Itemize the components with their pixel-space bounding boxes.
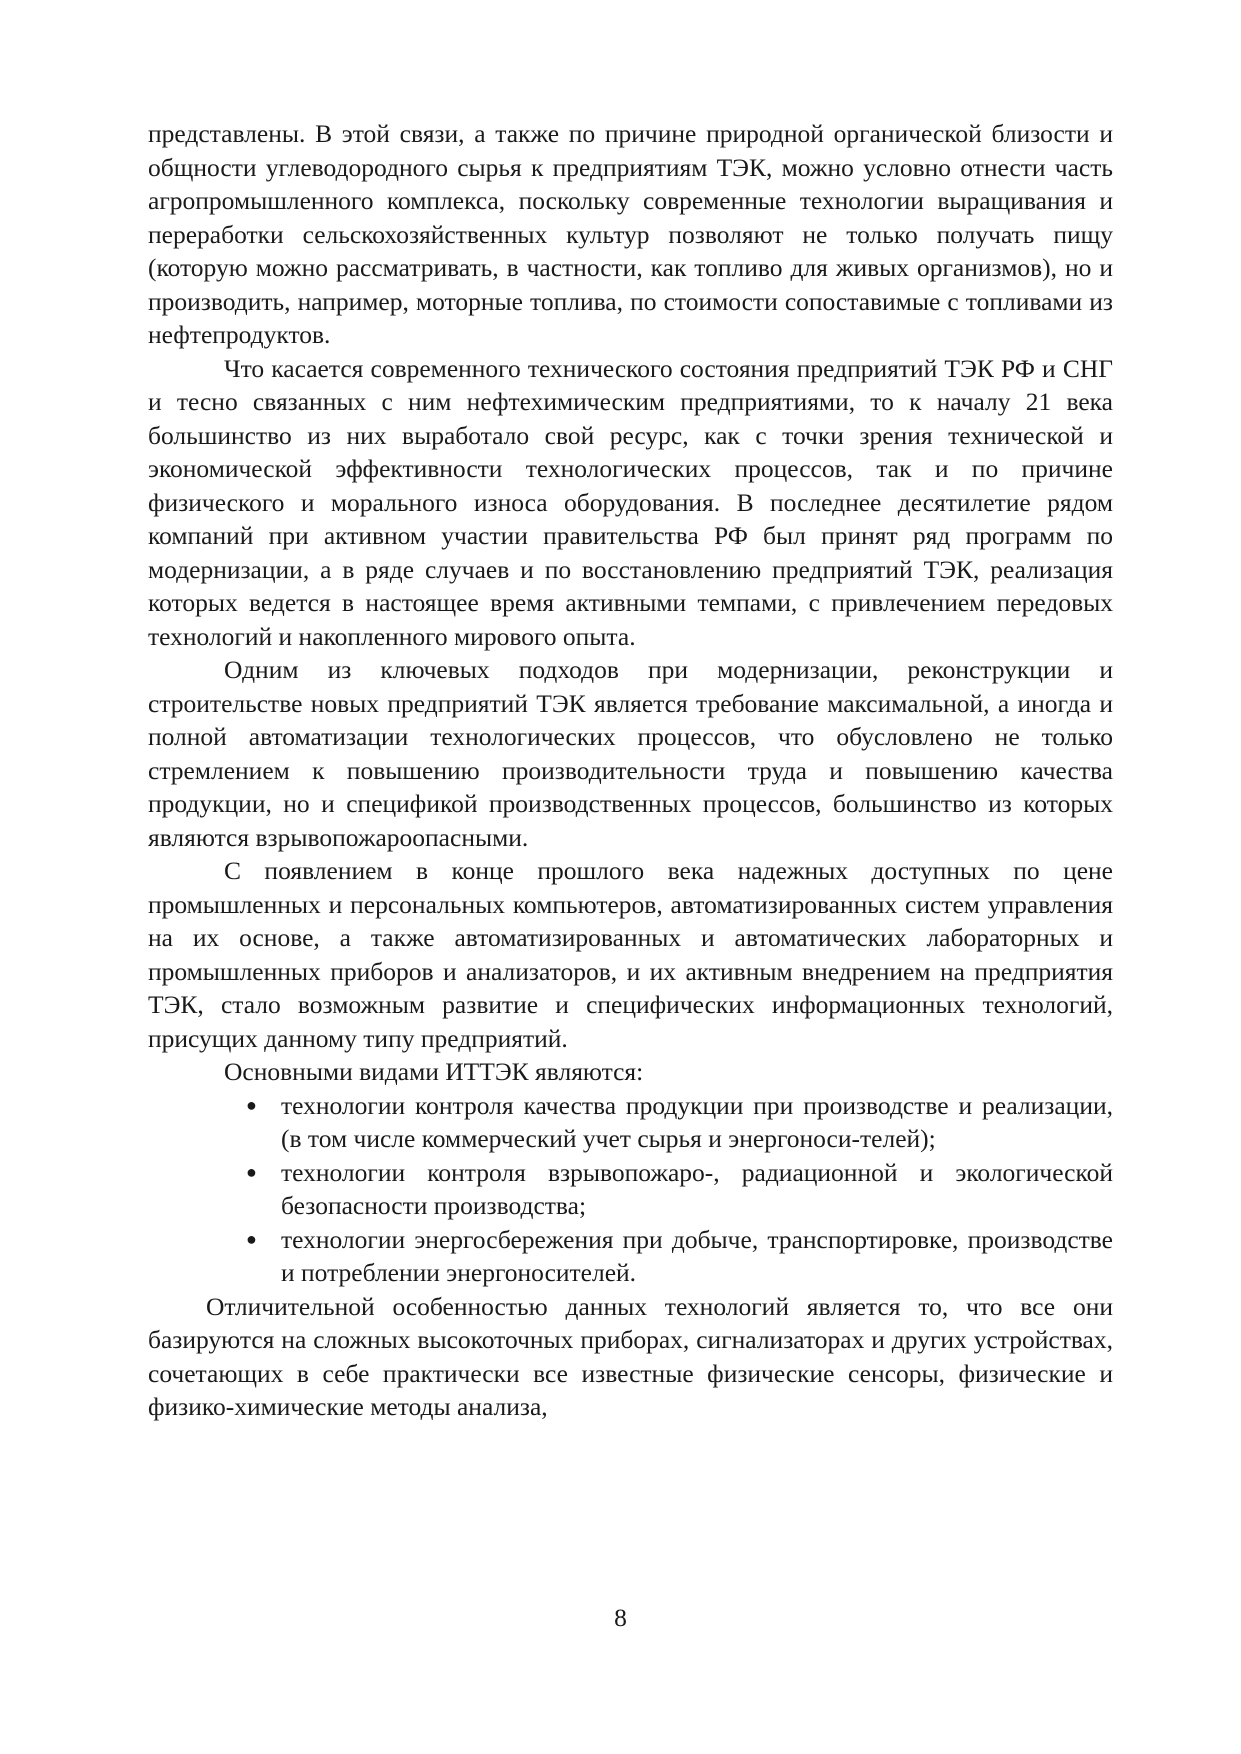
list-item-text: технологии энергосбережения при добыче, транспортировке, производстве и потреблении энергоносителей. xyxy=(281,1224,1113,1287)
list-item-text: технологии контроля качества продукции при производстве и реализации, (в том числе коммерческий учет сырья и энергоноси-телей); xyxy=(281,1090,1113,1153)
bullet-list xyxy=(148,1089,1113,1290)
list-item xyxy=(246,1223,1113,1290)
bullet-icon: ● xyxy=(246,1228,257,1249)
paragraph-closing: Отличительной особенностью данных технологий является то, что все они базируются на сложных высокоточных приборах, сигнализаторах и других устройствах, сочетающих в себе практически все известные физические сенсоры, физические и физико-химические методы анализа, xyxy=(148,1291,1113,1421)
document-body xyxy=(148,117,1113,1424)
bullet-icon: ● xyxy=(246,1094,257,1115)
list-item xyxy=(246,1156,1113,1223)
paragraph-technical-state: Что касается современного технического состояния предприятий ТЭК РФ и СНГ и тесно связанных с ним нефтехимическим предприятиями, то к началу 21 века большинство из них выработало свой ресурс, как с точки зрения технической и экономической эффективности технологических процессов, так и по причине физического и морального износа оборудования. В последнее десятилетие рядом компаний при активном участии правительства РФ был принят ряд программ по модернизации, а в ряде случаев и по восстановлению предприятий ТЭК, реализация которых ведется в настоящее время активными темпами, с привлечением передовых технологий и накопленного мирового опыта. xyxy=(148,353,1113,651)
list-intro: Основными видами ИТТЭК являются: xyxy=(224,1057,644,1086)
bullet-icon: ● xyxy=(246,1161,257,1182)
paragraph-automation: Одним из ключевых подходов при модернизации, реконструкции и строительстве новых предприятий ТЭК является требование максимальной, а иногда и полной автоматизации технологических процессов, что обусловлено не только стремлением к повышению производительности труда и повышению качества продукции, но и спецификой производственных процессов, большинство из которых являются взрывопожароопасными. xyxy=(148,655,1113,852)
list-item-text: технологии контроля взрывопожаро-, радиационной и экологической безопасности производства; xyxy=(281,1157,1113,1220)
list-item xyxy=(246,1089,1113,1156)
page-number: 8 xyxy=(614,1603,627,1632)
paragraph-continuation: представлены. В этой связи, а также по причине природной органической близости и общности углеводородного сырья к предприятиям ТЭК, можно условно отнести часть агропромышленного комплекса, поскольку современные технологии выращивания и переработки сельскохозяйственных культур позволяют не только получать пищу (которую можно рассматривать, в частности, как топливо для живых организмов), но и производить, например, моторные топлива, по стоимости сопоставимые с топливами из нефтепродуктов. xyxy=(148,119,1113,349)
paragraph-information-technologies: С появлением в конце прошлого века надежных доступных по цене промышленных и персональных компьютеров, автоматизированных систем управления на их основе, а также автоматизированных и автоматических лабораторных и промышленных приборов и анализаторов, и их активным внедрением на предприятия ТЭК, стало возможным развитие и специфических информационных технологий, присущих данному типу предприятий. xyxy=(148,856,1113,1053)
